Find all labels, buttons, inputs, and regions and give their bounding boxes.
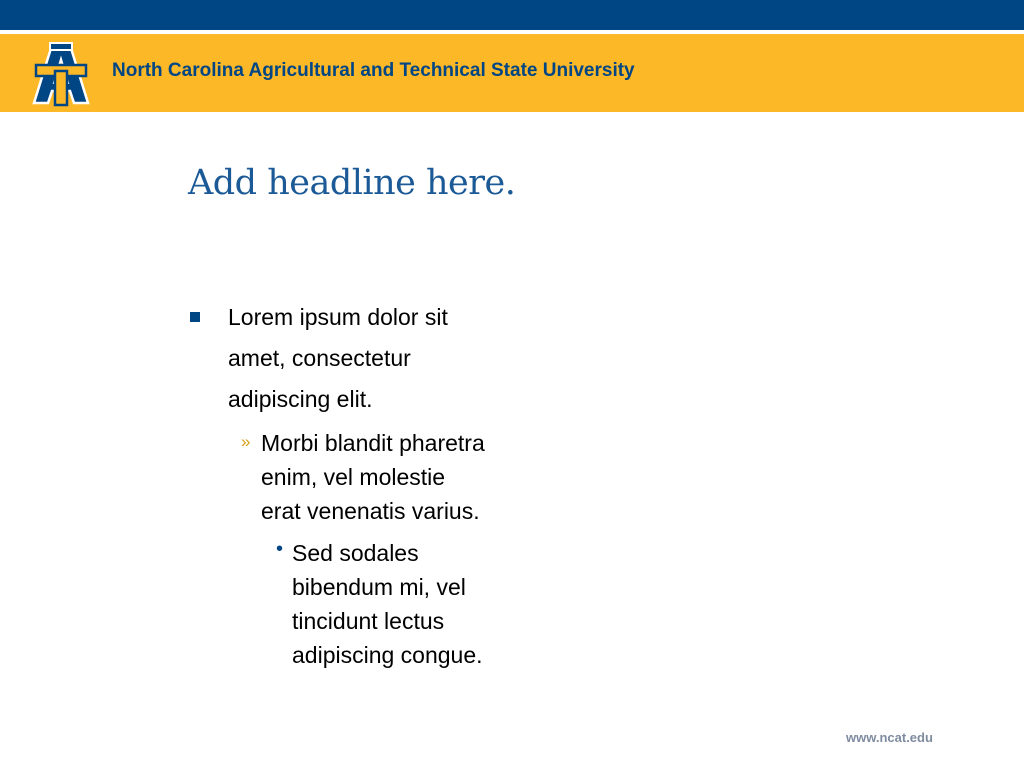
bullet-level-2-text [261, 426, 561, 528]
bullet-line: bibendum mi, vel [292, 574, 466, 600]
bullet-line: erat venenatis varius. [261, 498, 480, 524]
bullet-line: enim, vel molestie [261, 464, 446, 490]
slide-headline: Add headline here. [188, 163, 516, 203]
square-bullet-icon [190, 312, 200, 322]
bullet-line: adipiscing elit. [228, 386, 373, 412]
bullet-line: adipiscing congue. [292, 642, 483, 668]
top-navy-bar [0, 0, 1024, 30]
ncat-logo-icon [30, 41, 92, 109]
bullet-line: Lorem ipsum dolor sit [228, 304, 448, 330]
bullet-level-3-text [292, 536, 562, 672]
bullet-line: amet, consectetur [228, 345, 411, 371]
bullet-level-1-text [228, 297, 528, 420]
bullet-line: Morbi blandit pharetra [261, 430, 485, 456]
footer-url: www.ncat.edu [846, 730, 933, 745]
bullet-line: tincidunt lectus [292, 608, 445, 634]
university-name: North Carolina Agricultural and Technical State University [112, 60, 635, 81]
bullet-line: Sed sodales [292, 540, 419, 566]
double-chevron-bullet-icon: » [241, 432, 251, 451]
dot-bullet-icon: • [276, 538, 284, 560]
